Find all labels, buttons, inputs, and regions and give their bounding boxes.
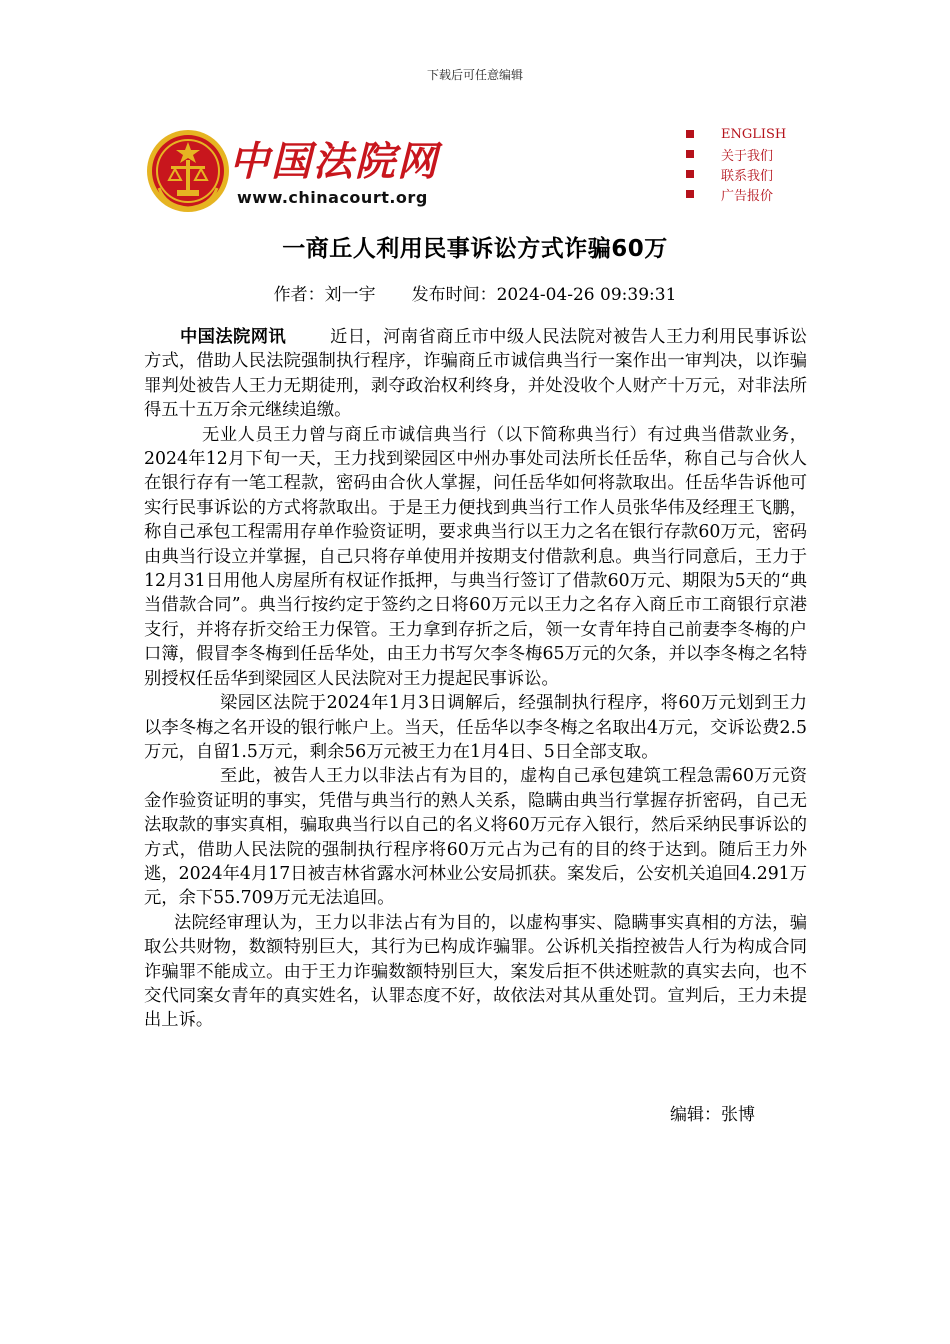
header-links <box>686 124 786 204</box>
link-contact-us[interactable] <box>686 164 786 184</box>
author-name: 刘一宇 <box>324 285 376 305</box>
publish-time: 2024-04-26 09:39:31 <box>496 285 677 305</box>
article-body <box>144 325 807 1033</box>
link-label[interactable]: ENGLISH <box>721 126 787 142</box>
link-english[interactable] <box>686 124 786 144</box>
link-about-us[interactable] <box>686 144 786 164</box>
link-label[interactable]: 广告报价 <box>721 188 774 204</box>
paragraph <box>144 325 807 423</box>
author-label: 作者： <box>273 285 325 305</box>
square-bullet-icon <box>686 150 694 158</box>
link-label[interactable]: 联系我们 <box>721 168 774 184</box>
paragraph: 无业人员王力曾与商丘市诚信典当行（以下简称典当行）有过典当借款业务，2024年12月下旬一天，王力找到梁园区中州办事处司法所长任岳华，称自己与合伙人在银行存有一笔工程款，密码由合伙人掌握，问任岳华如何将款取出。任岳华告诉他可实行民事诉讼的方式将款取出。于是王力便找到典当行工作人员张华伟及经理王飞鹏，称自己承包工程需用存单作验资证明，要求典当行以王力之名在银行存款60万元，密码由典当行设立并掌握，自己只将存单使用并按期支付借款利息。典当行同意后，王力于12月31日用他人房屋所有权证作抵押，与典当行签订了借款60万元、期限为5天的“典当借款合同”。典当行按约定于签约之日将60万元以王力之名存入商丘市工商银行京港支行，并将存折交给王力保管。王力拿到存折之后，领一女青年持自己前妻李冬梅的户口簿，假冒李冬梅到任岳华处，由王力书写欠李冬梅65万元的欠条，并以李冬梅之名特别授权任岳华到梁园区人民法院对王力提起民事诉讼。 <box>144 424 807 689</box>
paragraph: 至此，被告人王力以非法占有为目的，虚构自己承包建筑工程急需60万元资金作验资证明的事实，凭借与典当行的熟人关系，隐瞒由典当行掌握存折密码，自己无法取款的事实真相，骗取典当行以自己的名义将60万元存入银行，然后采纳民事诉讼的方式，借助人民法院的强制执行程序将60万元占为己有的目的终于达到。随后王力外逃，2024年4月17日被吉林省露水河林业公安局抓获。案发后，公安机关追回4.291万元，余下55.709万元无法追回。 <box>144 766 807 909</box>
link-label[interactable]: 关于我们 <box>721 148 774 164</box>
link-ad-pricing[interactable] <box>686 184 786 204</box>
logo-title: 中国法院网 <box>229 139 439 185</box>
square-bullet-icon <box>686 190 694 198</box>
square-bullet-icon <box>686 130 694 138</box>
download-note: 下载后可任意编辑 <box>426 68 523 82</box>
national-emblem-icon <box>145 128 231 214</box>
paragraph: 法院经审理认为，王力以非法占有为目的，以虚构事实、隐瞒事实真相的方法，骗取公共财物，数额特别巨大，其行为已构成诈骗罪。公诉机关指控被告人行为构成合同诈骗罪不能成立。由于王力诈骗数额特别巨大，案发后拒不供述赃款的真实去向，也不交代同案女青年的真实姓名，认罪态度不好，故依法对其从重处罚。宣判后，王力未提出上诉。 <box>144 912 807 1031</box>
editor-credit: 编辑：张博 <box>670 1105 755 1125</box>
square-bullet-icon <box>686 170 694 178</box>
paragraph-text: 近日，河南省商丘市中级人民法院对被告人王力利用民事诉讼方式，借助人民法院强制执行程序，诈骗商丘市诚信典当行一案作出一审判决，以诈骗罪判处被告人王力无期徒刑，剥夺政治权利终身，并处没收个人财产十万元，对非法所得五十五万余元继续追缴。 <box>144 327 807 421</box>
news-source: 中国法院网讯 <box>180 327 287 347</box>
time-label: 发布时间： <box>411 285 497 305</box>
article-title: 一商丘人利用民事诉讼方式诈骗60万 <box>282 236 668 262</box>
site-logo[interactable] <box>145 128 439 218</box>
paragraph: 梁园区法院于2024年1月3日调解后，经强制执行程序，将60万元划到王力以李冬梅之名开设的银行帐户上。当天，任岳华以李冬梅之名取出4万元，交诉讼费2.5万元，自留1.5万元，剩余56万元被王力在1月4日、5日全部支取。 <box>144 693 807 762</box>
logo-url: www.chinacourt.org <box>237 188 428 207</box>
article-meta <box>0 280 950 305</box>
